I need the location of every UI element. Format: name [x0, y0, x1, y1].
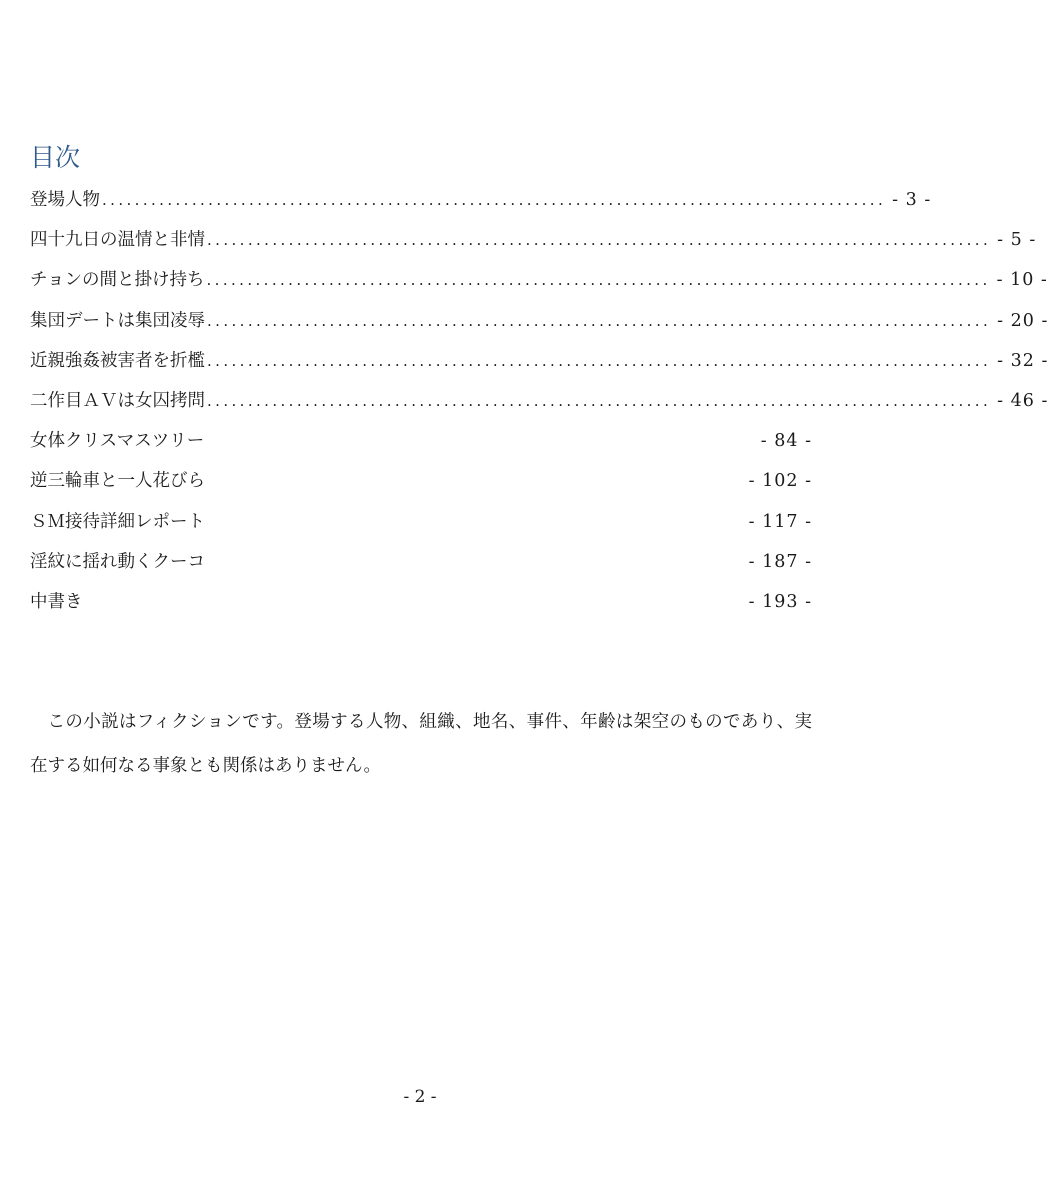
- toc-entry-leader: ................................................................................................: [207, 351, 992, 370]
- toc-entry-title: 女体クリスマスツリー: [30, 431, 205, 452]
- toc-entry-title: 集団デートは集団凌辱: [30, 310, 205, 331]
- toc-entry[interactable]: [30, 180, 932, 220]
- toc-entry[interactable]: [30, 461, 812, 501]
- toc-entry-title: 二作目ＡＶは女囚拷問: [30, 390, 205, 411]
- toc-entry-leader: ................................................................................................: [207, 231, 992, 250]
- toc-entry-page: - 10 -: [996, 270, 1048, 291]
- toc-entry[interactable]: [30, 341, 1048, 381]
- toc-entry-page: - 20 -: [997, 310, 1048, 331]
- page-number: - 2 -: [403, 1087, 437, 1107]
- toc-entry-page: - 102 -: [748, 471, 812, 492]
- toc-entry-page: - 84 -: [760, 431, 812, 452]
- toc-list: [30, 180, 1048, 622]
- toc-entry[interactable]: [30, 260, 1048, 300]
- toc-entry-page: - 5 -: [997, 230, 1037, 251]
- toc-entry[interactable]: [30, 542, 812, 582]
- toc-entry-title: 逆三輪車と一人花びら: [30, 471, 205, 492]
- toc-entry-title: 近親強姦被害者を折檻: [30, 350, 205, 371]
- toc-entry-leader: ................................................................................................: [207, 311, 992, 330]
- toc-entry-leader: ................................................................................................: [206, 271, 991, 290]
- toc-entry-page: - 3 -: [892, 190, 932, 210]
- toc-entry[interactable]: [30, 301, 1048, 341]
- toc-heading: 目次: [30, 143, 81, 172]
- toc-entry-title: 登場人物: [30, 190, 100, 210]
- toc-entry-page: - 46 -: [997, 390, 1048, 411]
- toc-entry[interactable]: [30, 381, 1048, 421]
- toc-entry-title: ＳＭ接待詳細レポート: [30, 511, 205, 532]
- toc-entry-title: チョンの間と掛け持ち: [30, 270, 205, 291]
- fiction-disclaimer: この小説はフィクションです。登場する人物、組織、地名、事件、年齢は架空のものであり、実在する如何なる事象とも関係はありません。: [30, 712, 812, 776]
- toc-entry-page: - 117 -: [748, 511, 812, 532]
- toc-entry[interactable]: [30, 220, 1037, 260]
- toc-entry-leader: ................................................................................................: [102, 191, 887, 209]
- toc-entry-page: - 32 -: [997, 350, 1048, 371]
- toc-entry-title: 中書き: [30, 591, 83, 612]
- toc-entry-title: 淫紋に揺れ動くクーコ: [30, 551, 205, 572]
- toc-entry-page: - 187 -: [748, 551, 812, 572]
- toc-entry[interactable]: [30, 582, 812, 622]
- toc-entry[interactable]: [30, 421, 812, 461]
- toc-entry[interactable]: [30, 502, 812, 542]
- toc-entry-page: - 193 -: [748, 591, 812, 612]
- toc-entry-title: 四十九日の温情と非情: [30, 230, 205, 251]
- toc-entry-leader: ................................................................................................: [207, 391, 992, 410]
